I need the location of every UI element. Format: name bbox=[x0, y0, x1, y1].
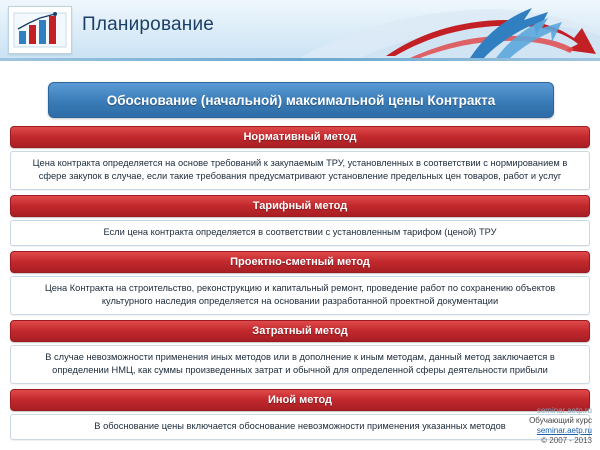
method-section-tariff bbox=[10, 195, 590, 246]
section-body-text: Цена контракта определяется на основе требований к закупаемым ТРУ, установленных в соответствии с нормированием в сфере закупок в случае, если такие требования предусматривают установление предельных цен товаров, работ и услуг bbox=[32, 158, 568, 181]
methods-list bbox=[10, 126, 590, 445]
section-heading-text: Проектно-сметный метод bbox=[230, 256, 370, 268]
header-divider bbox=[0, 58, 600, 61]
section-body bbox=[10, 414, 590, 440]
main-title-banner bbox=[48, 82, 554, 118]
section-body bbox=[10, 220, 590, 246]
method-section-design-estimate bbox=[10, 251, 590, 315]
section-heading bbox=[10, 320, 590, 342]
method-section-other bbox=[10, 389, 590, 440]
main-title-text: Обоснование (начальной) максимальной цены Контракта bbox=[106, 92, 496, 108]
section-heading bbox=[10, 251, 590, 273]
page-title: Планирование bbox=[82, 14, 215, 35]
section-heading-text: Затратный метод bbox=[252, 325, 348, 337]
slide-footer bbox=[529, 406, 592, 446]
footer-copyright: © 2007 - 2013 bbox=[541, 436, 592, 445]
method-section-cost bbox=[10, 320, 590, 384]
section-body-text: Цена Контракта на строительство, реконструкцию и капитальный ремонт, проведение работ по сохранению объектов культурного наследия определяется на основании разработанной проектной документации bbox=[44, 283, 556, 306]
method-section-normative bbox=[10, 126, 590, 190]
section-heading bbox=[10, 389, 590, 411]
section-body bbox=[10, 151, 590, 190]
section-body-text: В обоснование цены включается обоснование невозможности применения указанных методов bbox=[94, 421, 506, 431]
section-body-text: Если цена контракта определяется в соответствии с установленным тарифом (ценой) ТРУ bbox=[103, 227, 497, 237]
section-heading-text: Нормативный метод bbox=[243, 131, 357, 143]
slide-header bbox=[0, 0, 600, 58]
section-heading bbox=[10, 126, 590, 148]
section-body-text: В случае невозможности применения иных методов или в дополнение к иным методам, данный метод заключается в определении НМЦ, как суммы произведенных затрат и обычной для определенной сферы деятельности прибыли bbox=[45, 352, 555, 375]
section-heading bbox=[10, 195, 590, 217]
footer-site-link[interactable]: seminar.aetp.ru bbox=[536, 426, 592, 435]
section-body bbox=[10, 345, 590, 384]
bar-chart-logo-icon bbox=[8, 6, 72, 54]
footer-watermark: seminar.aetp.ru bbox=[536, 406, 592, 415]
footer-course-label: Обучающий курс bbox=[529, 416, 592, 425]
section-heading-text: Иной метод bbox=[268, 394, 332, 406]
section-heading-text: Тарифный метод bbox=[252, 200, 348, 212]
section-body bbox=[10, 276, 590, 315]
